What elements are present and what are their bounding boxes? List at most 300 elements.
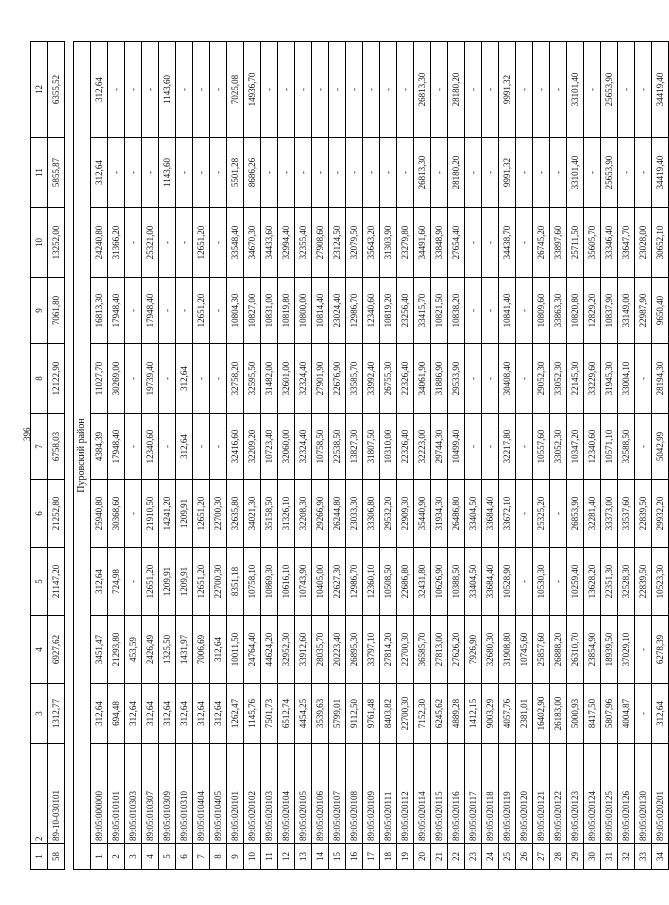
table-cell: 34670,30 xyxy=(244,208,261,278)
table-cell: - xyxy=(193,344,210,414)
table-cell: - xyxy=(635,616,652,684)
table-cell: 26813,30 xyxy=(414,42,431,138)
table-cell: 33373,00 xyxy=(601,480,618,548)
table-cell: 1209,91 xyxy=(176,548,193,616)
table-row xyxy=(312,42,329,870)
table-cell: 27654,40 xyxy=(448,208,465,278)
table-cell: 44624,20 xyxy=(261,616,278,684)
table-cell: 25 xyxy=(499,844,516,870)
table-cell: 20223,40 xyxy=(329,616,346,684)
table-cell: 34419,40 xyxy=(652,138,669,208)
table-cell: 19739,40 xyxy=(142,344,159,414)
table-cell: - xyxy=(516,344,533,414)
table-cell: 10869,30 xyxy=(261,548,278,616)
table-row xyxy=(431,42,448,870)
table-cell: 2 xyxy=(31,744,48,844)
table-row xyxy=(414,42,431,870)
table-cell: - xyxy=(363,42,380,138)
table-cell: 89:05:020106 xyxy=(312,744,329,844)
table-cell: - xyxy=(482,278,499,344)
table-cell: 33585,70 xyxy=(346,344,363,414)
table-cell: 6278,39 xyxy=(652,616,669,684)
table-cell: - xyxy=(176,208,193,278)
table-cell: 29532,20 xyxy=(380,480,397,548)
table-cell: 35643,20 xyxy=(363,208,380,278)
table-cell: 23 xyxy=(465,844,482,870)
table-cell: 58 xyxy=(48,844,65,870)
table-cell: 312,64 xyxy=(652,684,669,744)
table-cell: 28 xyxy=(550,844,567,870)
spacer-cell xyxy=(65,42,74,870)
table-cell: 312,64 xyxy=(91,684,108,744)
table-cell: - xyxy=(465,208,482,278)
table-cell: 5501,28 xyxy=(227,138,244,208)
table-cell: - xyxy=(193,42,210,138)
table-cell: 10800,00 xyxy=(295,278,312,344)
table-cell: 10743,90 xyxy=(295,548,312,616)
table-cell: 32595,50 xyxy=(244,344,261,414)
table-cell: 8351,18 xyxy=(227,548,244,616)
table-cell: - xyxy=(533,42,550,138)
table-cell: - xyxy=(635,344,652,414)
table-cell: 22700,30 xyxy=(210,548,227,616)
table-cell: 34 xyxy=(652,844,669,870)
table-cell: 10804,30 xyxy=(227,278,244,344)
table-cell: 33797,10 xyxy=(363,616,380,684)
table-cell: 30368,60 xyxy=(108,480,125,548)
table-cell: 33912,60 xyxy=(295,616,312,684)
table-cell: - xyxy=(550,548,567,616)
table-row xyxy=(601,42,618,870)
table-cell: 89-10-030101 xyxy=(48,744,65,844)
table-cell: 4 xyxy=(31,616,48,684)
table-cell: 10819,80 xyxy=(278,278,295,344)
table-cell: - xyxy=(550,138,567,208)
table-cell: 21293,80 xyxy=(108,616,125,684)
table-cell: 9991,32 xyxy=(499,42,516,138)
table-cell: - xyxy=(159,278,176,344)
table-cell: 9112,50 xyxy=(346,684,363,744)
table-cell: 34061,90 xyxy=(414,344,431,414)
table-cell: 10528,90 xyxy=(499,548,516,616)
table-cell: 7 xyxy=(31,414,48,480)
table-cell: 12 xyxy=(31,42,48,138)
table-cell: 30 xyxy=(584,844,601,870)
table-cell: 694,48 xyxy=(108,684,125,744)
table-cell: 13 xyxy=(295,844,312,870)
table-cell: 25857,60 xyxy=(533,616,550,684)
table-cell: - xyxy=(329,138,346,208)
table-cell: 24240,80 xyxy=(91,208,108,278)
table-cell: 10 xyxy=(244,844,261,870)
table-cell: - xyxy=(533,138,550,208)
table-cell: 22700,30 xyxy=(397,684,414,744)
table-cell: 12651,20 xyxy=(142,548,159,616)
table-cell: 453,59 xyxy=(125,616,142,684)
table-cell: - xyxy=(125,208,142,278)
table-cell: 89:05:010303 xyxy=(125,744,142,844)
table-cell: 33404,50 xyxy=(465,548,482,616)
table-cell: - xyxy=(108,138,125,208)
table-cell: - xyxy=(159,344,176,414)
table-cell: 34433,60 xyxy=(261,208,278,278)
table-cell: - xyxy=(635,42,652,138)
table-cell: 7006,69 xyxy=(193,616,210,684)
table-cell: - xyxy=(210,138,227,208)
table-cell: 10405,00 xyxy=(312,548,329,616)
table-cell: - xyxy=(363,138,380,208)
table-cell: 33415,70 xyxy=(414,278,431,344)
table-cell: 29 xyxy=(567,844,584,870)
table-cell: - xyxy=(584,42,601,138)
table-cell: 1325,50 xyxy=(159,616,176,684)
table-cell: 12360,10 xyxy=(363,548,380,616)
table-cell: 20 xyxy=(414,844,431,870)
table-row xyxy=(465,42,482,870)
table-cell: - xyxy=(142,138,159,208)
table-cell: - xyxy=(193,414,210,480)
table-cell: 724,98 xyxy=(108,548,125,616)
table-cell: 312,64 xyxy=(176,414,193,480)
table-cell: 28194,30 xyxy=(652,344,669,414)
table-cell: 2381,01 xyxy=(516,684,533,744)
table-cell: 18939,50 xyxy=(601,616,618,684)
table-row xyxy=(227,42,244,870)
table-row xyxy=(91,42,108,870)
table-cell: 29266,90 xyxy=(312,480,329,548)
table-row xyxy=(210,42,227,870)
table-cell: 34419,40 xyxy=(652,42,669,138)
table-cell: 9991,32 xyxy=(499,138,516,208)
table-cell: 25653,90 xyxy=(601,42,618,138)
table-row xyxy=(261,42,278,870)
table-cell: 12651,20 xyxy=(193,278,210,344)
table-cell: 28035,70 xyxy=(312,616,329,684)
table-cell: - xyxy=(159,414,176,480)
table-cell: - xyxy=(312,138,329,208)
table-cell: 12340,60 xyxy=(142,414,159,480)
table-cell: 10831,00 xyxy=(261,278,278,344)
table-cell: 21252,80 xyxy=(48,480,65,548)
table-cell: - xyxy=(516,42,533,138)
table-cell: 31886,90 xyxy=(431,344,448,414)
table-cell: 10809,60 xyxy=(533,278,550,344)
table-cell: 312,64 xyxy=(176,344,193,414)
table-cell: 32 xyxy=(618,844,635,870)
table-cell: 34438,70 xyxy=(499,208,516,278)
table-cell: - xyxy=(346,42,363,138)
table-cell: 30408,40 xyxy=(499,344,516,414)
table-cell: 4057,76 xyxy=(499,684,516,744)
table-row xyxy=(533,42,550,870)
table-cell: 33863,30 xyxy=(550,278,567,344)
table-cell: - xyxy=(125,480,142,548)
table-cell: 22909,30 xyxy=(397,480,414,548)
table-cell: 8686,26 xyxy=(244,138,261,208)
table-cell: - xyxy=(465,42,482,138)
table-cell: 22 xyxy=(448,844,465,870)
table-cell: 7152,30 xyxy=(414,684,431,744)
table-cell: 28180,20 xyxy=(448,138,465,208)
table-cell: - xyxy=(516,414,533,480)
table-cell: 312,64 xyxy=(193,684,210,744)
table-row xyxy=(346,42,363,870)
table-cell: 32079,50 xyxy=(346,208,363,278)
table-cell: 22145,30 xyxy=(567,344,584,414)
table-cell: - xyxy=(431,138,448,208)
table-cell: - xyxy=(295,138,312,208)
table-cell: 12122,90 xyxy=(48,344,65,414)
table-cell: 27626,20 xyxy=(448,616,465,684)
table-cell: 23024,40 xyxy=(329,278,346,344)
table-cell: 12829,20 xyxy=(584,278,601,344)
table-cell: - xyxy=(125,42,142,138)
table-cell: 33149,00 xyxy=(618,278,635,344)
table-cell: 24764,40 xyxy=(244,616,261,684)
table-cell: 10723,40 xyxy=(261,414,278,480)
table-cell: 22627,30 xyxy=(329,548,346,616)
table-cell: 31807,50 xyxy=(363,414,380,480)
table-cell: 89:05:020119 xyxy=(499,744,516,844)
table-cell: - xyxy=(346,138,363,208)
table-cell: 23256,40 xyxy=(397,278,414,344)
table-cell: 30269,00 xyxy=(108,344,125,414)
table-cell: - xyxy=(550,480,567,548)
table-cell: 10571,10 xyxy=(601,414,618,480)
table-cell: - xyxy=(397,138,414,208)
table-cell: 12651,20 xyxy=(193,208,210,278)
table-cell: 5000,93 xyxy=(567,684,584,744)
table-cell: 89:05:020105 xyxy=(295,744,312,844)
data-table xyxy=(30,41,669,870)
table-cell: 32994,40 xyxy=(278,208,295,278)
table-cell: 10347,20 xyxy=(567,414,584,480)
table-cell: 25325,20 xyxy=(533,480,550,548)
table-cell: - xyxy=(329,42,346,138)
table-cell: 10814,40 xyxy=(312,278,329,344)
table-cell: 22839,50 xyxy=(635,548,652,616)
table-cell: 89:05:000000 xyxy=(91,744,108,844)
table-cell: 89:05:020114 xyxy=(414,744,431,844)
table-cell: 33992,40 xyxy=(363,344,380,414)
table-cell: 23854,90 xyxy=(584,616,601,684)
table-cell: 3 xyxy=(31,684,48,744)
table-cell: 33346,40 xyxy=(601,208,618,278)
table-cell: - xyxy=(210,344,227,414)
table-cell: 32588,50 xyxy=(618,414,635,480)
table-cell: 89:05:020102 xyxy=(244,744,261,844)
table-cell: 89:05:020103 xyxy=(261,744,278,844)
table-cell: 10819,20 xyxy=(380,278,397,344)
table-cell: 26813,30 xyxy=(414,138,431,208)
table-cell: 25321,00 xyxy=(142,208,159,278)
table-cell: 10523,30 xyxy=(652,548,669,616)
table-row xyxy=(584,42,601,870)
table-cell: 89:05:020118 xyxy=(482,744,499,844)
table-cell: 7 xyxy=(193,844,210,870)
table-cell: 32952,30 xyxy=(278,616,295,684)
table-row xyxy=(652,42,669,870)
table-cell: 10745,60 xyxy=(516,616,533,684)
table-cell: 2 xyxy=(108,844,125,870)
table-cell: 10011,50 xyxy=(227,616,244,684)
table-cell: 33548,40 xyxy=(227,208,244,278)
table-row xyxy=(193,42,210,870)
table-cell: 6 xyxy=(31,480,48,548)
table-cell: 89:05:010310 xyxy=(176,744,193,844)
table-cell: 89:05:020115 xyxy=(431,744,448,844)
summary-row xyxy=(48,42,65,870)
table-cell: 8 xyxy=(31,344,48,414)
table-cell: - xyxy=(210,414,227,480)
table-cell: 26888,20 xyxy=(550,616,567,684)
table-cell: 33684,40 xyxy=(482,480,499,548)
table-cell: 33 xyxy=(635,844,652,870)
table-cell: 312,64 xyxy=(210,616,227,684)
table-cell: 12651,20 xyxy=(193,480,210,548)
table-cell: 4004,87 xyxy=(618,684,635,744)
table-cell: 32324,40 xyxy=(295,414,312,480)
table-cell: 19 xyxy=(397,844,414,870)
table-cell: - xyxy=(465,138,482,208)
table-cell: 17948,40 xyxy=(108,278,125,344)
table-cell: 33404,50 xyxy=(465,480,482,548)
table-cell: 10530,30 xyxy=(533,548,550,616)
table-cell: - xyxy=(516,138,533,208)
table-cell: 33647,70 xyxy=(618,208,635,278)
table-cell: 34021,30 xyxy=(244,480,261,548)
table-cell: - xyxy=(465,414,482,480)
table-cell: 312,64 xyxy=(125,684,142,744)
table-row xyxy=(244,42,261,870)
table-cell: 13252,00 xyxy=(48,208,65,278)
table-cell: 2426,49 xyxy=(142,616,159,684)
table-cell: 35158,50 xyxy=(261,480,278,548)
table-cell: 1262,47 xyxy=(227,684,244,744)
table-cell: 89:05:020117 xyxy=(465,744,482,844)
table-cell: - xyxy=(465,344,482,414)
table-cell: 22700,30 xyxy=(210,480,227,548)
table-cell: - xyxy=(516,480,533,548)
table-cell: 32635,80 xyxy=(227,480,244,548)
table-cell: 32223,00 xyxy=(414,414,431,480)
table-cell: 12340,60 xyxy=(363,278,380,344)
table-row xyxy=(499,42,516,870)
table-cell: 10388,50 xyxy=(448,548,465,616)
table-cell: 16813,30 xyxy=(91,278,108,344)
table-row xyxy=(159,42,176,870)
table-cell: 6927,62 xyxy=(48,616,65,684)
table-cell: 16402,90 xyxy=(533,684,550,744)
table-cell: 22326,40 xyxy=(397,344,414,414)
table-cell: 8403,82 xyxy=(380,684,397,744)
table-cell: 33229,60 xyxy=(584,344,601,414)
table-cell: 6245,62 xyxy=(431,684,448,744)
table-cell: 32758,20 xyxy=(227,344,244,414)
table-cell: 17948,40 xyxy=(108,414,125,480)
table-cell: - xyxy=(278,138,295,208)
table-cell: 1209,91 xyxy=(176,480,193,548)
table-row xyxy=(397,42,414,870)
table-cell: 26895,30 xyxy=(346,616,363,684)
table-cell: 22351,30 xyxy=(601,548,618,616)
table-cell: 1209,91 xyxy=(159,548,176,616)
table-cell: - xyxy=(159,208,176,278)
table-cell: 1 xyxy=(91,844,108,870)
table-cell: - xyxy=(278,42,295,138)
table-cell: 11027,70 xyxy=(91,344,108,414)
table-cell: 7926,90 xyxy=(465,616,482,684)
table-cell: - xyxy=(550,42,567,138)
table-cell: 12 xyxy=(278,844,295,870)
table-cell: - xyxy=(380,138,397,208)
table-cell: 35605,70 xyxy=(584,208,601,278)
table-cell: 29052,30 xyxy=(533,344,550,414)
table-cell: 6 xyxy=(176,844,193,870)
page-number: 396 xyxy=(22,427,32,441)
table-cell: 10837,90 xyxy=(601,278,618,344)
table-cell: 27 xyxy=(533,844,550,870)
table-cell: 26310,70 xyxy=(567,616,584,684)
table-cell: 89:05:020108 xyxy=(346,744,363,844)
table-cell: 26486,80 xyxy=(448,480,465,548)
table-row xyxy=(329,42,346,870)
table-cell: - xyxy=(125,138,142,208)
table-cell: 22538,50 xyxy=(329,414,346,480)
table-row xyxy=(176,42,193,870)
table-cell: 31 xyxy=(601,844,618,870)
table-cell: - xyxy=(618,138,635,208)
table-cell: 26244,80 xyxy=(329,480,346,548)
table-cell: - xyxy=(176,278,193,344)
table-row xyxy=(482,42,499,870)
table-cell: 3 xyxy=(125,844,142,870)
table-cell: 7061,80 xyxy=(48,278,65,344)
table-cell: - xyxy=(261,42,278,138)
table-cell: 21910,50 xyxy=(142,480,159,548)
table-cell: 29932,20 xyxy=(652,480,669,548)
table-cell: 6512,74 xyxy=(278,684,295,744)
table-cell: 3539,63 xyxy=(312,684,329,744)
table-cell: 7025,08 xyxy=(227,42,244,138)
table-cell: 31366,20 xyxy=(108,208,125,278)
table-cell: - xyxy=(635,138,652,208)
table-row xyxy=(142,42,159,870)
table-cell: 14936,70 xyxy=(244,42,261,138)
table-cell: - xyxy=(142,42,159,138)
table-cell: 37029,10 xyxy=(618,616,635,684)
table-cell: - xyxy=(516,548,533,616)
table-row xyxy=(380,42,397,870)
table-cell: 27814,20 xyxy=(380,616,397,684)
table-cell: 9761,48 xyxy=(363,684,380,744)
table-cell: - xyxy=(125,278,142,344)
table-cell: 312,64 xyxy=(210,684,227,744)
table-cell: 10841,40 xyxy=(499,278,516,344)
table-cell: 22326,40 xyxy=(397,414,414,480)
table-cell: - xyxy=(176,138,193,208)
table-cell: 6355,52 xyxy=(48,42,65,138)
table-cell: 34491,60 xyxy=(414,208,431,278)
table-cell: 312,64 xyxy=(91,548,108,616)
table-cell: - xyxy=(516,208,533,278)
table-cell: 25940,80 xyxy=(91,480,108,548)
table-cell: 32209,20 xyxy=(244,414,261,480)
table-cell: - xyxy=(482,414,499,480)
table-cell: 31945,30 xyxy=(601,344,618,414)
table-cell: 22686,80 xyxy=(397,548,414,616)
table-cell: 89:05:020126 xyxy=(618,744,635,844)
